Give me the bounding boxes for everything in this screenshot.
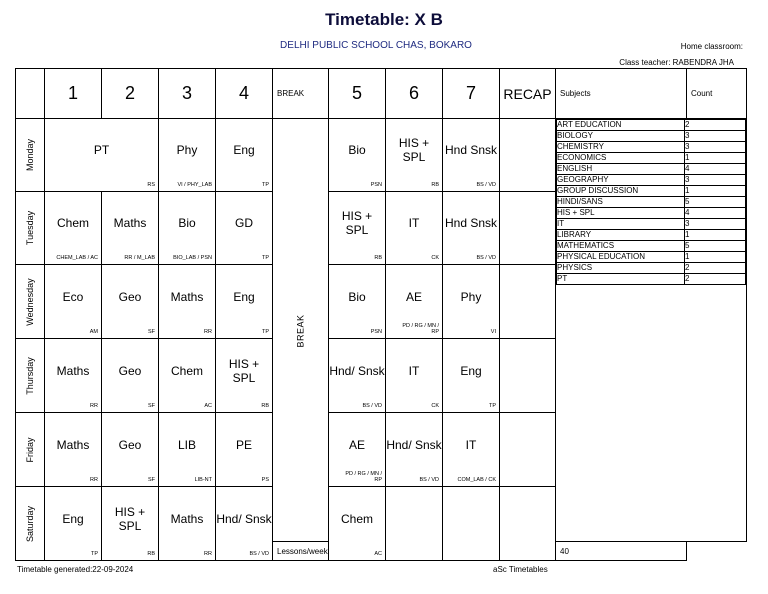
recap-cell [500,265,556,339]
summary-count: 4 [685,164,746,175]
day-label: Monday [16,119,45,192]
period-7-header: 7 [443,69,500,119]
period-4-header: 4 [216,69,273,119]
header-row [16,69,747,119]
lesson-cell[interactable]: Maths RR [159,265,216,339]
lesson-cell[interactable]: GD TP [216,192,273,265]
summary-count: 1 [685,252,746,263]
page-title: Timetable: X B [325,10,443,29]
summary-count: 1 [685,186,746,197]
summary-row [557,175,746,186]
lesson-cell-empty [443,487,500,561]
lessons-week-count: 40 [556,542,687,561]
lesson-cell[interactable]: HIS + SPL RB [386,119,443,192]
lesson-cell[interactable]: Hnd/ Snsk BS / VD [329,339,386,413]
lesson-cell[interactable]: Geo SF [102,339,159,413]
summary-subject: BIOLOGY [557,131,685,142]
lesson-cell[interactable]: Bio BIO_LAB / PSN [159,192,216,265]
recap-cell [500,339,556,413]
summary-count: 3 [685,175,746,186]
lesson-cell[interactable]: Hnd/ Snsk BS / VD [386,413,443,487]
summary-row [557,230,746,241]
lesson-cell[interactable]: Maths RR [159,487,216,561]
lesson-cell[interactable]: Hnd Snsk BS / VD [443,192,500,265]
summary-subject: HINDI/SANS [557,197,685,208]
lesson-cell[interactable]: Eng TP [216,265,273,339]
day-label: Thursday [16,339,45,413]
lesson-cell[interactable]: Bio PSN [329,265,386,339]
period-3-header: 3 [159,69,216,119]
lesson-cell[interactable]: Bio PSN [329,119,386,192]
summary-count: 5 [685,197,746,208]
lesson-cell[interactable]: Geo SF [102,413,159,487]
day-label: Friday [16,413,45,487]
recap-cell [500,413,556,487]
lesson-cell[interactable]: Chem AC [329,487,386,561]
lesson-cell[interactable]: IT CK [386,339,443,413]
lesson-cell[interactable]: Eng TP [443,339,500,413]
summary-subject: MATHEMATICS [557,241,685,252]
break-column: BREAK [273,119,329,542]
lesson-cell[interactable]: HIS + SPL RB [216,339,273,413]
summary-count: 4 [685,208,746,219]
summary-count: 2 [685,274,746,285]
lesson-cell[interactable]: HIS + SPL RB [102,487,159,561]
summary-row [557,208,746,219]
lesson-cell[interactable]: Phy VI [443,265,500,339]
lesson-cell[interactable]: Maths RR [45,339,102,413]
lesson-cell[interactable]: IT COM_LAB / CK [443,413,500,487]
footer-generated: Timetable generated:22-09-2024 [17,565,134,574]
period-5-header: 5 [329,69,386,119]
lesson-cell[interactable]: Maths RR [45,413,102,487]
summary-subject: GEOGRAPHY [557,175,685,186]
summary-subject: HIS + SPL [557,208,685,219]
summary-row [557,241,746,252]
lesson-cell[interactable]: Eng TP [216,119,273,192]
subject-summary [556,119,747,542]
recap-cell [500,487,556,561]
lesson-cell[interactable]: AE PD / RG / MN / RP [329,413,386,487]
summary-row [557,153,746,164]
summary-row [557,142,746,153]
footer-app: aSc Timetables [493,565,548,574]
summary-row [557,197,746,208]
lesson-cell[interactable]: IT CK [386,192,443,265]
summary-row [557,131,746,142]
school-name: DELHI PUBLIC SCHOOL CHAS, BOKARO [280,40,472,51]
timetable-grid [15,68,747,561]
summary-subject: ECONOMICS [557,153,685,164]
class-teacher: Class teacher: RABENDRA JHA [619,58,734,67]
day-label: Saturday [16,487,45,561]
summary-row [557,186,746,197]
recap-header: RECAP [500,69,556,119]
count-header: Count [687,69,747,119]
lesson-cell[interactable]: Eco AM [45,265,102,339]
lesson-cell[interactable]: Hnd Snsk BS / VD [443,119,500,192]
lesson-cell[interactable]: Maths RR / M_LAB [102,192,159,265]
summary-subject: ART EDUCATION [557,120,685,131]
summary-count: 3 [685,142,746,153]
summary-subject: PHYSICS [557,263,685,274]
day-label: Tuesday [16,192,45,265]
summary-row [557,164,746,175]
lesson-cell-empty [386,487,443,561]
corner-cell [16,69,45,119]
lesson-cell[interactable]: Phy VI / PHY_LAB [159,119,216,192]
summary-count: 1 [685,230,746,241]
summary-count: 1 [685,153,746,164]
lessons-week-label: Lessons/week [273,542,329,561]
summary-row [557,252,746,263]
summary-subject: PHYSICAL EDUCATION [557,252,685,263]
summary-subject: IT [557,219,685,230]
recap-cell [500,192,556,265]
period-2-header: 2 [102,69,159,119]
lesson-cell[interactable]: HIS + SPL RB [329,192,386,265]
summary-row [557,219,746,230]
summary-subject: PT [557,274,685,285]
period-6-header: 6 [386,69,443,119]
period-1-header: 1 [45,69,102,119]
subjects-header: Subjects [556,69,687,119]
summary-count: 3 [685,219,746,230]
summary-subject: LIBRARY [557,230,685,241]
summary-subject: CHEMISTRY [557,142,685,153]
lesson-cell[interactable]: Chem CHEM_LAB / AC [45,192,102,265]
lesson-cell[interactable]: Geo SF [102,265,159,339]
home-classroom: Home classroom: [680,42,743,51]
lesson-cell[interactable]: PE PS [216,413,273,487]
break-header: BREAK [273,69,329,119]
summary-row [557,274,746,285]
summary-subject: ENGLISH [557,164,685,175]
summary-count: 2 [685,120,746,131]
recap-cell [500,119,556,192]
day-row-monday [16,119,747,192]
lesson-cell[interactable]: Eng TP [45,487,102,561]
summary-row [557,120,746,131]
lesson-cell[interactable]: AE PD / RG / MN / RP [386,265,443,339]
lesson-cell[interactable]: PT RS [45,119,159,192]
lesson-cell[interactable]: LIB LIB-NT [159,413,216,487]
lesson-cell[interactable]: Chem AC [159,339,216,413]
summary-count: 2 [685,263,746,274]
summary-subject: GROUP DISCUSSION [557,186,685,197]
day-label: Wednesday [16,265,45,339]
summary-count: 3 [685,131,746,142]
lesson-cell[interactable]: Hnd/ Snsk BS / VD [216,487,273,561]
summary-row [557,263,746,274]
summary-count: 5 [685,241,746,252]
